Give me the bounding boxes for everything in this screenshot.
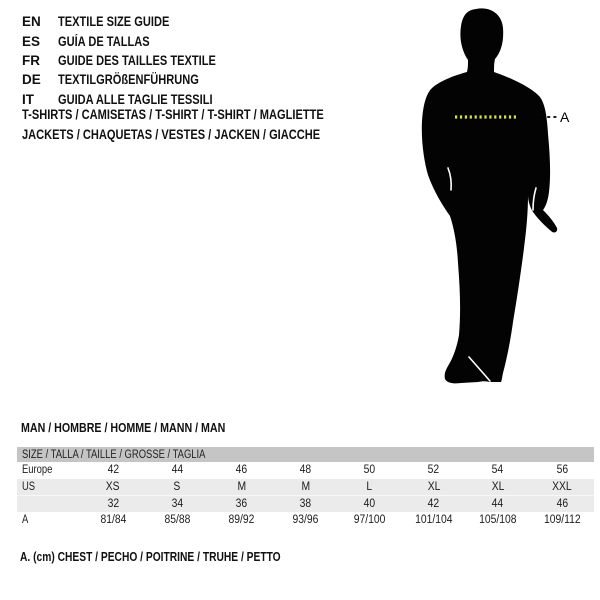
category-lines — [22, 105, 390, 145]
table-cell: XL — [491, 480, 505, 493]
language-code: FR — [22, 52, 40, 68]
language-row-fr — [22, 51, 251, 70]
language-title: GUIDA ALLE TAGLIE TESSILI — [58, 91, 213, 107]
language-title: TEXTILE SIZE GUIDE — [58, 14, 170, 30]
table-cell: 34 — [171, 497, 183, 510]
table-cell: 109/112 — [543, 513, 581, 526]
language-code: ES — [22, 33, 41, 49]
size-table-header-row — [17, 447, 594, 462]
language-row-en — [22, 12, 251, 31]
table-cell: 54 — [492, 464, 504, 477]
language-code: IT — [22, 91, 34, 107]
table-cell: M — [236, 480, 246, 493]
measurement-note-text: A. (cm) CHEST / PECHO / POITRINE / TRUHE / PETTO — [20, 550, 281, 564]
table-cell: 36 — [235, 497, 248, 510]
table-cell: 46 — [235, 464, 248, 477]
table-row-us — [17, 479, 594, 496]
row-label — [17, 481, 81, 493]
section-title-text: MAN / HOMBRE / HOMME / MANN / MAN — [21, 420, 226, 435]
measurement-note — [20, 550, 338, 564]
size-table-header-label: SIZE / TALLA / TAILLE / GRÖSSE / TAGLIA — [22, 448, 206, 461]
table-cell: 105/108 — [479, 513, 517, 526]
table-cell: 50 — [363, 464, 376, 477]
table-cell: S — [173, 480, 181, 493]
table-cell: 44 — [171, 464, 183, 477]
table-cell: 89/92 — [228, 513, 255, 526]
language-row-es — [22, 31, 251, 50]
language-title: TEXTILGRÖßENFÜHRUNG — [58, 72, 199, 88]
table-cell: 52 — [427, 464, 440, 477]
table-cell: 56 — [556, 464, 568, 477]
language-code: EN — [22, 14, 41, 30]
section-title — [21, 420, 270, 435]
language-code: DE — [22, 72, 41, 88]
table-cell: 42 — [427, 497, 440, 510]
table-cell: 32 — [107, 497, 119, 510]
table-cell: 44 — [492, 497, 504, 510]
language-title: GUÍA DE TALLAS — [58, 33, 150, 49]
table-cell: L — [366, 480, 373, 493]
language-title: GUIDE DES TAILLES TEXTILE — [58, 52, 216, 68]
category-line-2-text: JACKETS / CHAQUETAS / VESTES / JACKEN / GIACCHE — [22, 127, 321, 143]
table-row-europe — [17, 462, 594, 479]
table-cell: 46 — [556, 497, 568, 510]
measure-label-a: A — [560, 109, 570, 125]
man-body-shape — [422, 8, 557, 383]
size-table — [17, 447, 594, 528]
table-cell: 101/104 — [414, 513, 453, 526]
row-label-text: Europe — [22, 464, 53, 477]
table-cell: M — [301, 480, 310, 493]
table-cell: 48 — [299, 464, 312, 477]
table-row-alt-size — [17, 495, 594, 512]
table-cell: XS — [106, 480, 120, 493]
table-cell: 38 — [299, 497, 312, 510]
table-cell: 42 — [107, 464, 119, 477]
table-cell: 40 — [363, 497, 376, 510]
language-row-de — [22, 70, 251, 89]
row-label — [17, 498, 81, 510]
row-label — [17, 464, 81, 476]
table-cell: 97/100 — [353, 513, 386, 526]
row-label-text: A — [22, 513, 29, 526]
row-label — [17, 514, 81, 526]
table-cell: XXL — [552, 480, 572, 493]
category-line-tshirts — [22, 105, 390, 125]
row-label-text: US — [22, 480, 36, 493]
table-cell: 93/96 — [292, 513, 319, 526]
table-cell: 85/88 — [164, 513, 191, 526]
table-row-chest-a — [17, 512, 594, 529]
table-cell: XL — [427, 480, 441, 493]
man-silhouette — [410, 5, 570, 390]
table-cell: 81/84 — [100, 513, 127, 526]
category-line-1-text: T-SHIRTS / CAMISETAS / T-SHIRT / T-SHIRT / MAGLIETTE — [22, 107, 324, 123]
language-list — [22, 12, 251, 109]
category-line-jackets — [22, 125, 390, 145]
